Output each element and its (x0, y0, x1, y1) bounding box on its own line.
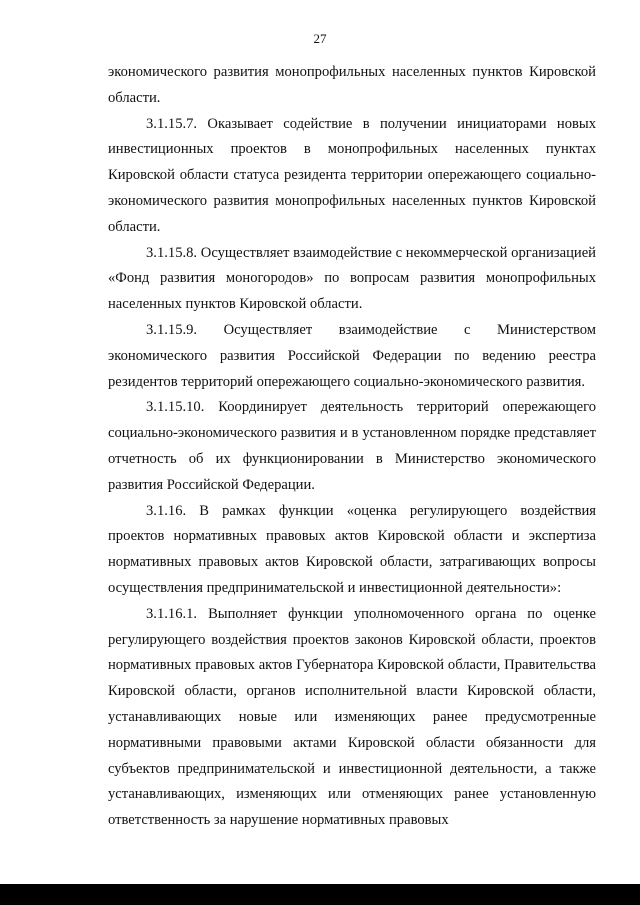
paragraph-3-1-16: 3.1.16. В рамках функции «оценка регулирующего воздействия проектов нормативных правовых актов Кировской области и экспертиза нормативных правовых актов Кировской области, затрагивающих вопросы осуществления предпринимательской и инвестиционной деятельности»: (108, 502, 596, 596)
paragraph-3-1-15-8: 3.1.15.8. Осуществляет взаимодействие с некоммерческой организацией «Фонд развития моногородов» по вопросам развития монопрофильных населенных пунктов Кировской области. (108, 244, 596, 313)
paragraph-3-1-15-7: 3.1.15.7. Оказывает содействие в получении инициаторами новых инвестиционных проектов в монопрофильных населенных пунктах Кировской области статуса резидента территории опережающего социально-экономического развития монопрофильных населенных пунктов Кировской области. (108, 115, 596, 235)
paragraph-3-1-15-10: 3.1.15.10. Координирует деятельность территорий опережающего социально-экономического развития и в установленном порядке представляет отчетность об их функционировании в Министерство экономического развития Российской Федерации. (108, 399, 596, 493)
page-number: 27 (313, 31, 327, 46)
document-body (108, 60, 596, 834)
paragraph-3-1-15-9: 3.1.15.9. Осуществляет взаимодействие с Министерством экономического развития Российской Федерации по ведению реестра резидентов территорий опережающего социально-экономического развития. (108, 321, 596, 390)
paragraph-continuation: экономического развития монопрофильных населенных пунктов Кировской области. (108, 64, 596, 106)
scan-edge-bar (0, 884, 640, 905)
paragraph-3-1-16-1: 3.1.16.1. Выполняет функции уполномоченного органа по оценке регулирующего воздействия проектов законов Кировской области, проектов нормативных правовых актов Губернатора Кировской области, Правительства Кировской области, органов исполнительной власти Кировской области, устанавливающих новые или изменяющих ранее предусмотренные нормативными правовыми актами Кировской области обязанности для субъектов предпринимательской и инвестиционной деятельности, а также устанавливающих, изменяющих или отменяющих ранее установленную ответственность за нарушение нормативных правовых (108, 605, 596, 829)
